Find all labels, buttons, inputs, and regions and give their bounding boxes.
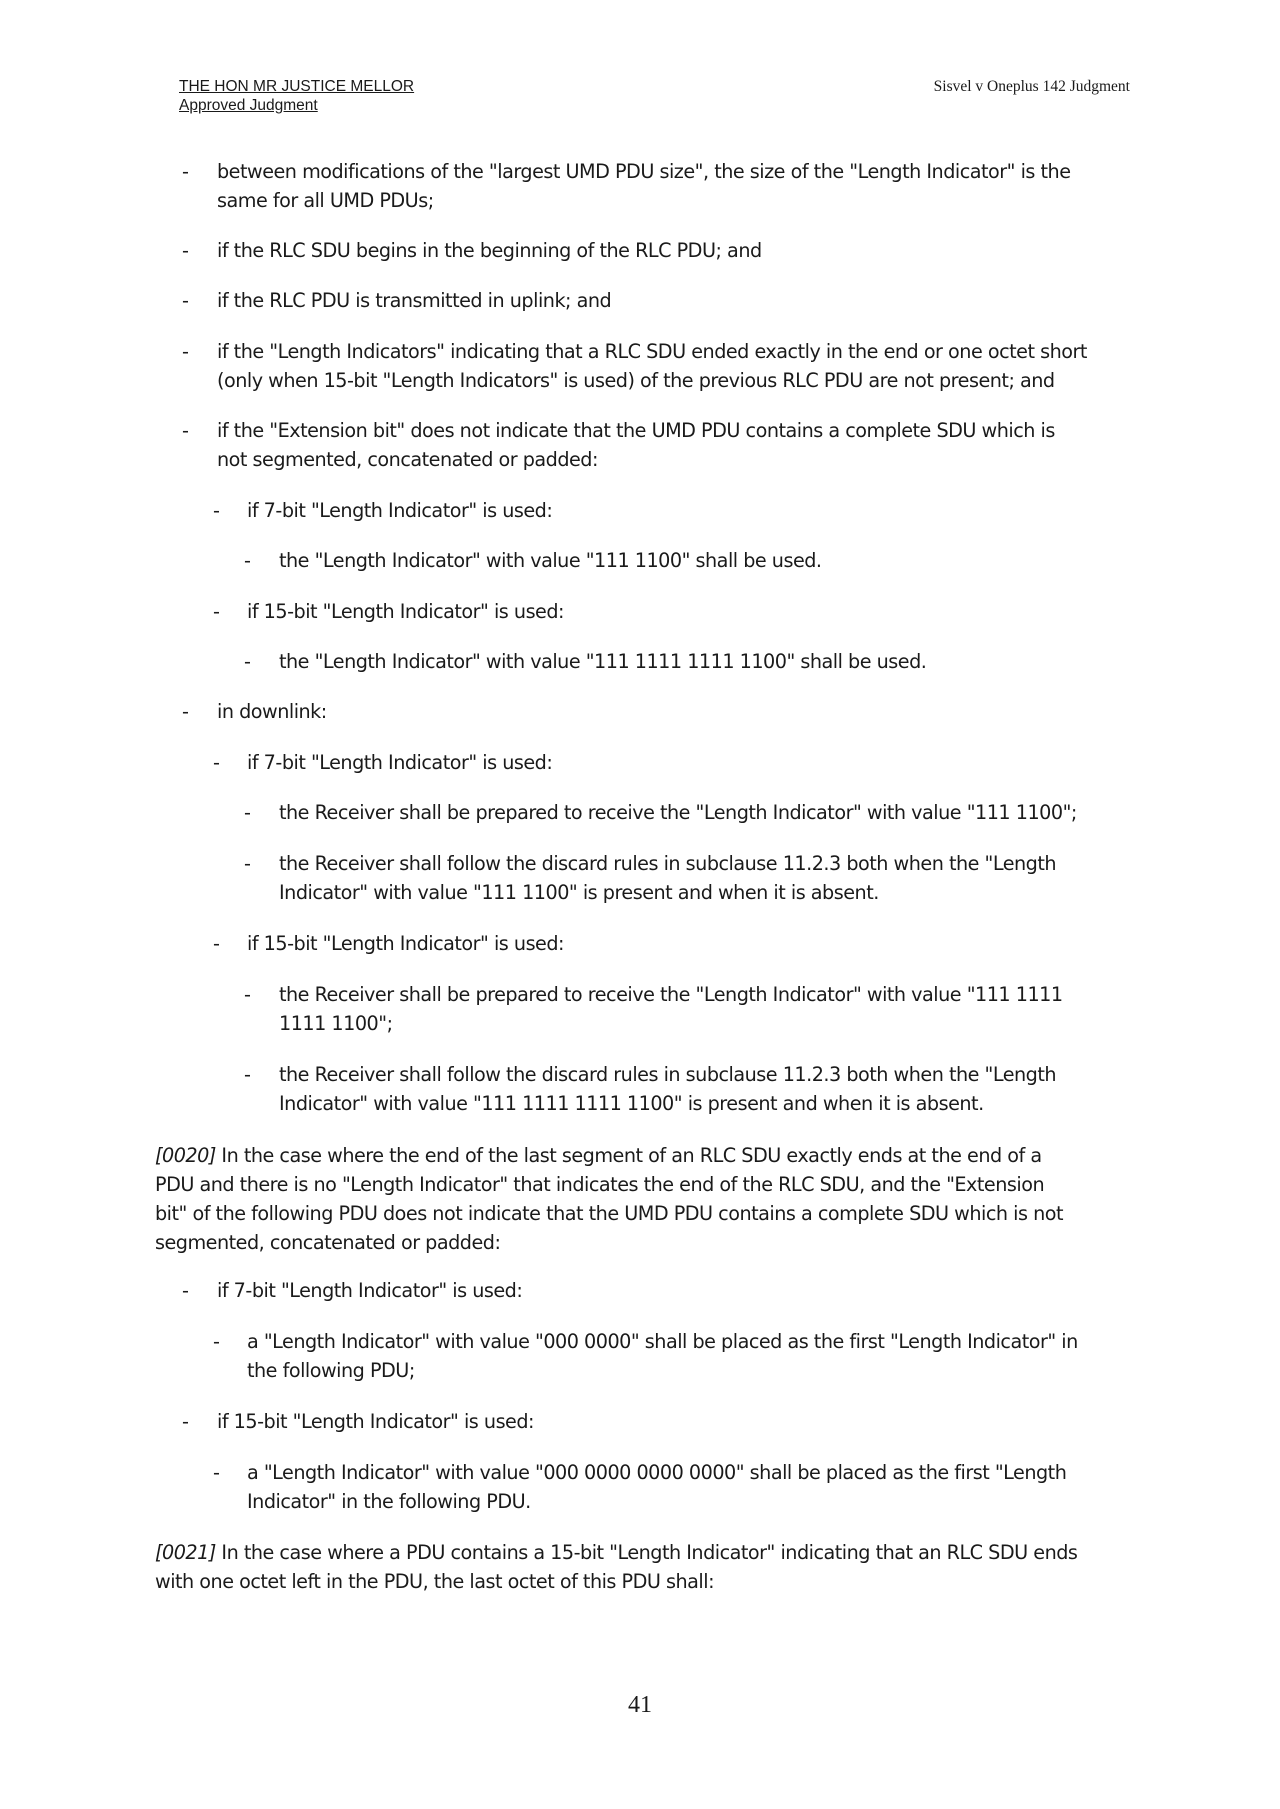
list-item-text: Indicator" with value "111 1111 1111 1100" is present and when it is absent. bbox=[279, 1092, 984, 1115]
list-item-text: if 15-bit "Length Indicator" is used: bbox=[247, 600, 565, 623]
list-item-text: in downlink: bbox=[217, 700, 327, 723]
list-item-text: Indicator" in the following PDU. bbox=[247, 1490, 531, 1513]
header-left bbox=[179, 77, 414, 115]
paragraph-text: PDU and there is no "Length Indicator" that indicates the end of the RLC SDU, and the "Extension bbox=[155, 1173, 1045, 1196]
judge-name: THE HON MR JUSTICE MELLOR bbox=[179, 78, 415, 95]
bullet-dash: - bbox=[244, 549, 251, 572]
bullet-dash: - bbox=[182, 1279, 189, 1302]
paragraph-0020 bbox=[155, 1141, 1063, 1257]
paragraph-text: In the case where a PDU contains a 15-bit "Length Indicator" indicating that an RLC SDU ends bbox=[215, 1541, 1078, 1564]
list-item-text: if the "Length Indicators" indicating that a RLC SDU ended exactly in the end or one octet short bbox=[217, 340, 1087, 363]
bullet-dash: - bbox=[182, 239, 189, 262]
bullet-dash: - bbox=[244, 1063, 251, 1086]
list-item-text: the Receiver shall be prepared to receive the "Length Indicator" with value "111 1100"; bbox=[279, 801, 1077, 824]
paragraph-text: In the case where the end of the last segment of an RLC SDU exactly ends at the end of a bbox=[215, 1144, 1042, 1167]
list-item-text: the Receiver shall be prepared to receive the "Length Indicator" with value "111 1111 bbox=[279, 983, 1063, 1006]
list-item-text: the "Length Indicator" with value "111 1111 1111 1100" shall be used. bbox=[279, 650, 927, 673]
bullet-dash: - bbox=[182, 700, 189, 723]
approved-judgment-label: Approved Judgment bbox=[179, 97, 318, 114]
bullet-dash: - bbox=[244, 650, 251, 673]
case-title: Sisvel v Oneplus 142 Judgment bbox=[933, 78, 1130, 95]
bullet-dash: - bbox=[213, 932, 220, 955]
page-number: 41 bbox=[628, 1692, 652, 1718]
bullet-dash: - bbox=[213, 600, 220, 623]
list-item-text: 1111 1100"; bbox=[279, 1012, 393, 1035]
list-item-text: Indicator" with value "111 1100" is present and when it is absent. bbox=[279, 881, 879, 904]
list-item-text: if the "Extension bit" does not indicate that the UMD PDU contains a complete SDU which is bbox=[217, 419, 1055, 442]
list-item-text: the Receiver shall follow the discard rules in subclause 11.2.3 both when the "Length bbox=[279, 1063, 1057, 1086]
paragraph-text: with one octet left in the PDU, the last octet of this PDU shall: bbox=[155, 1570, 715, 1593]
list-item-text: if 7-bit "Length Indicator" is used: bbox=[247, 499, 553, 522]
list-item-text: a "Length Indicator" with value "000 0000 0000 0000" shall be placed as the first "Length bbox=[247, 1461, 1067, 1484]
bullet-dash: - bbox=[182, 289, 189, 312]
list-item-text: if 15-bit "Length Indicator" is used: bbox=[217, 1410, 535, 1433]
paragraph-number: [0021] bbox=[155, 1541, 216, 1564]
bullet-dash: - bbox=[213, 1461, 220, 1484]
list-item-text: same for all UMD PDUs; bbox=[217, 189, 434, 212]
list-item-text: if 7-bit "Length Indicator" is used: bbox=[247, 751, 553, 774]
list-item-text: the "Length Indicator" with value "111 1100" shall be used. bbox=[279, 549, 822, 572]
list-item-text: if 7-bit "Length Indicator" is used: bbox=[217, 1279, 523, 1302]
bullet-dash: - bbox=[182, 1410, 189, 1433]
bullet-dash: - bbox=[182, 419, 189, 442]
list-item-text: the Receiver shall follow the discard rules in subclause 11.2.3 both when the "Length bbox=[279, 852, 1057, 875]
paragraph-number: [0020] bbox=[155, 1144, 216, 1167]
bullet-dash: - bbox=[213, 499, 220, 522]
list-item-text: (only when 15-bit "Length Indicators" is used) of the previous RLC PDU are not present; and bbox=[217, 369, 1055, 392]
bullet-dash: - bbox=[244, 983, 251, 1006]
list-item-text: a "Length Indicator" with value "000 0000" shall be placed as the first "Length Indicator" in bbox=[247, 1330, 1078, 1353]
list-item-text: not segmented, concatenated or padded: bbox=[217, 448, 598, 471]
bullet-dash: - bbox=[213, 1330, 220, 1353]
paragraph-0021 bbox=[155, 1538, 1077, 1596]
paragraph-text: bit" of the following PDU does not indicate that the UMD PDU contains a complete SDU which is not bbox=[155, 1202, 1064, 1225]
list-item-text: if the RLC PDU is transmitted in uplink; and bbox=[217, 289, 612, 312]
bullet-dash: - bbox=[244, 801, 251, 824]
bullet-dash: - bbox=[213, 751, 220, 774]
bullet-dash: - bbox=[244, 852, 251, 875]
paragraph-text: segmented, concatenated or padded: bbox=[155, 1231, 501, 1254]
list-item-text: the following PDU; bbox=[247, 1359, 415, 1382]
list-item-text: if 15-bit "Length Indicator" is used: bbox=[247, 932, 565, 955]
list-item-text: if the RLC SDU begins in the beginning of the RLC PDU; and bbox=[217, 239, 762, 262]
bullet-dash: - bbox=[182, 160, 189, 183]
list-item-text: between modifications of the "largest UMD PDU size", the size of the "Length Indicator" is the bbox=[217, 160, 1071, 183]
bullet-dash: - bbox=[182, 340, 189, 363]
